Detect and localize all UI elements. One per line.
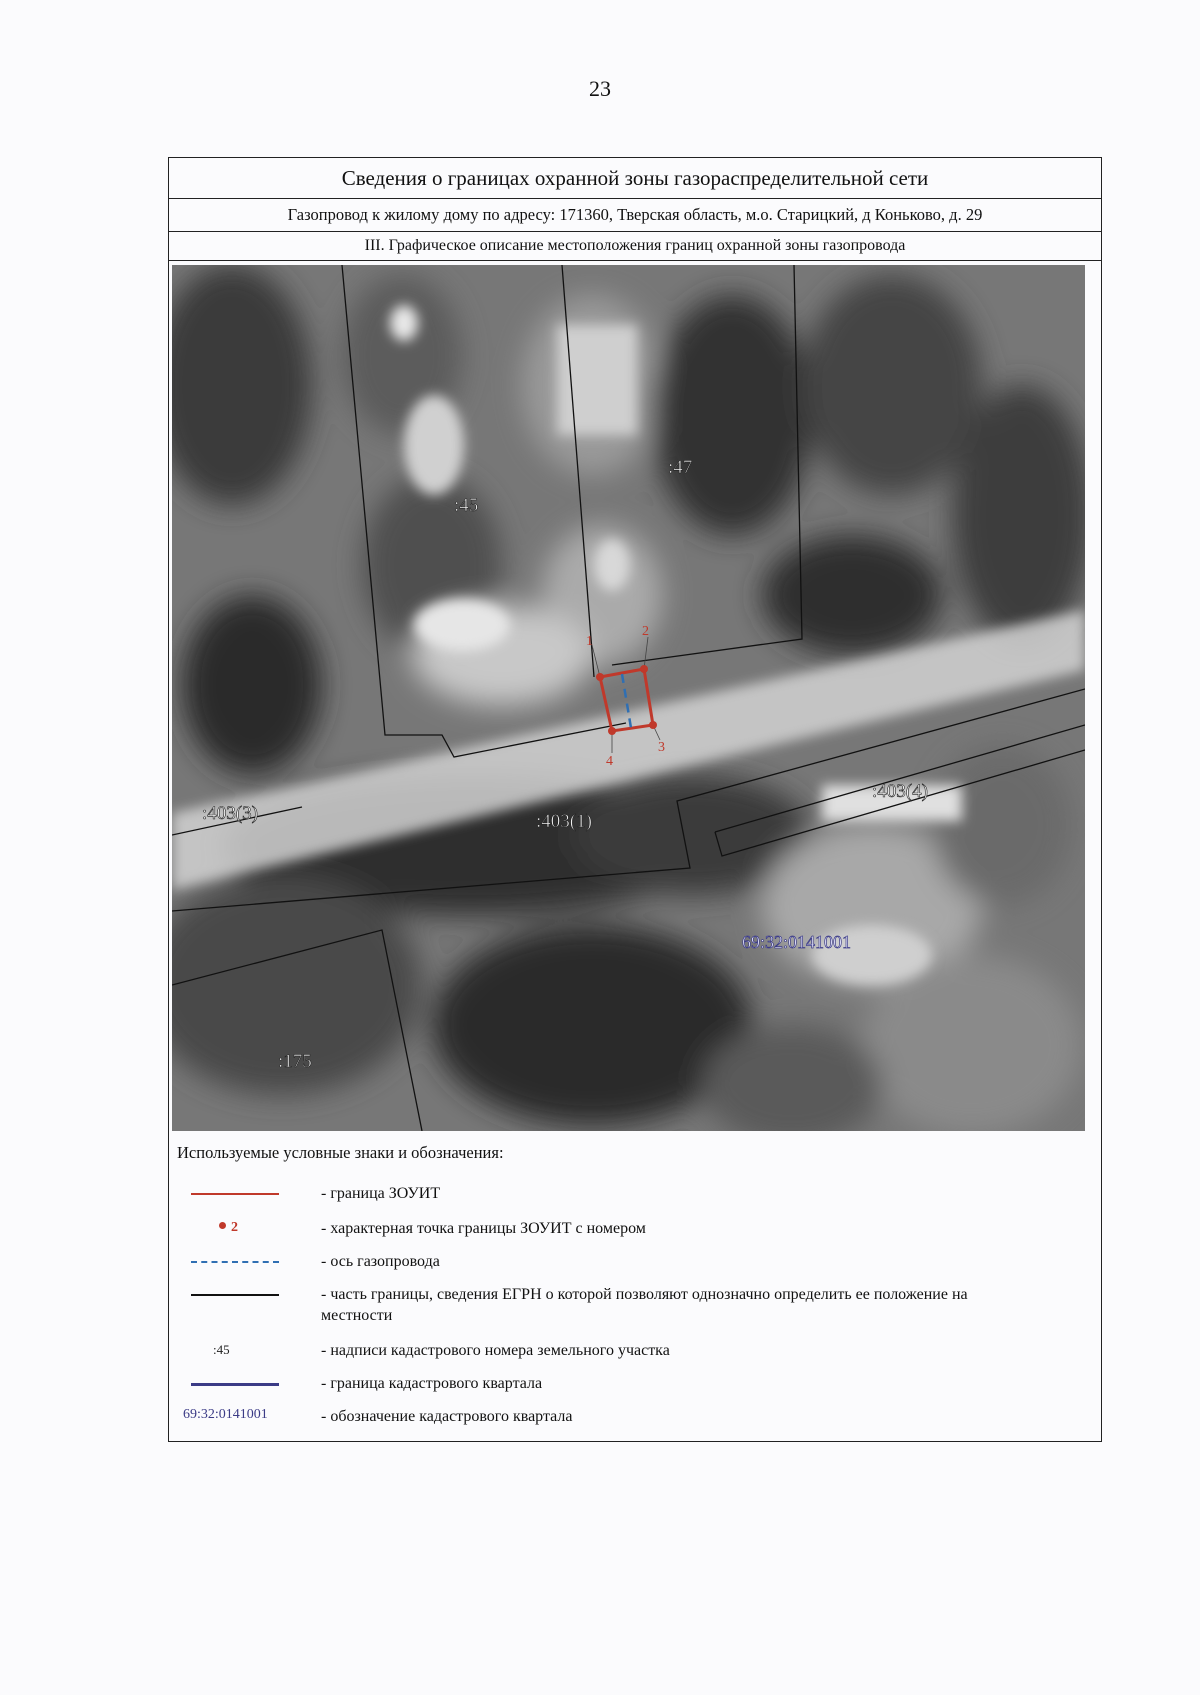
parcel-label-47: :47 bbox=[668, 457, 693, 478]
red-line-symbol bbox=[191, 1193, 279, 1195]
zone-point-1-label: 1 bbox=[586, 634, 593, 649]
legend-text: - граница ЗОУИТ bbox=[321, 1185, 441, 1202]
zone-point-4-label: 4 bbox=[606, 754, 613, 769]
parcel-label-403-1: :403(1) bbox=[536, 811, 592, 832]
parcel-label-175: :175 bbox=[278, 1051, 312, 1072]
quarter-label: 69:32:0141001 bbox=[742, 932, 852, 952]
red-point-symbol bbox=[219, 1222, 226, 1229]
black-line-symbol bbox=[191, 1294, 279, 1296]
aerial-imagery bbox=[172, 265, 1085, 1131]
object-description: Газопровод к жилому дому по адресу: 171360, Тверская область, м.о. Старицкий, д Коньково, д. 29 bbox=[169, 199, 1101, 232]
aerial-map bbox=[172, 265, 1085, 1131]
blue-dash-symbol bbox=[191, 1261, 279, 1263]
document-title: Сведения о границах охранной зоны газораспределительной сети bbox=[169, 158, 1101, 199]
parcel-label-403-3: :403(3) bbox=[202, 803, 258, 824]
red-point-number: 2 bbox=[231, 1220, 238, 1235]
quarter-label-symbol: 69:32:0141001 bbox=[183, 1407, 268, 1422]
page-number: 23 bbox=[589, 76, 611, 101]
zone-point-2 bbox=[640, 665, 648, 673]
section-title: III. Графическое описание местоположения границ охранной зоны газопровода bbox=[169, 232, 1101, 261]
parcel-label-403-4: :403(4) bbox=[872, 781, 928, 802]
parcel-label-symbol: :45 bbox=[213, 1342, 230, 1357]
legend-text: - ось газопровода bbox=[321, 1253, 440, 1270]
map-canvas bbox=[172, 265, 1085, 1131]
parcel-label-45: :45 bbox=[454, 495, 479, 516]
legend-title: Используемые условные знаки и обозначения: bbox=[177, 1143, 504, 1162]
zone-point-3-label: 3 bbox=[658, 740, 665, 755]
legend-text: - характерная точка границы ЗОУИТ с номером bbox=[321, 1220, 646, 1237]
document-frame bbox=[168, 157, 1102, 1442]
legend-text: - обозначение кадастрового квартала bbox=[321, 1408, 573, 1425]
legend-text: - граница кадастрового квартала bbox=[321, 1375, 543, 1392]
zone-point-4 bbox=[608, 727, 616, 735]
zone-point-2-label: 2 bbox=[642, 624, 649, 639]
legend-text: - надписи кадастрового номера земельного участка bbox=[321, 1342, 670, 1359]
zone-point-1 bbox=[596, 673, 604, 681]
zone-point-3 bbox=[649, 721, 657, 729]
navy-line-symbol bbox=[191, 1383, 279, 1386]
legend-text: - часть границы, сведения ЕГРН о которой позволяют однозначно определить ее положение на местности bbox=[321, 1286, 968, 1324]
